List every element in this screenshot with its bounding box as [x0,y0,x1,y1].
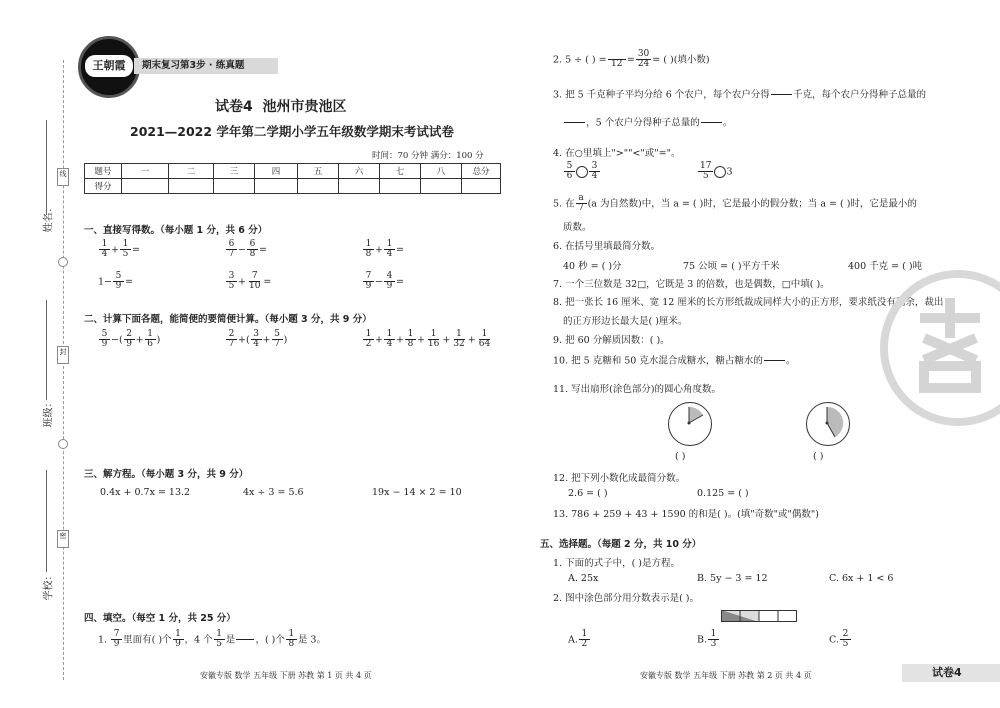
clock-2-blank[interactable]: ( ) [813,451,824,462]
binding-mark-2: 封 [57,346,69,364]
c1-option-a[interactable]: A. 25x [568,573,599,584]
c1-option-b[interactable]: B. 5y − 3 = 12 [697,573,768,584]
q2-text-a: 2. 5 ÷ ( ) = [553,54,607,66]
section-4-title: 四、填空。（每空 1 分，共 25 分） [84,613,236,624]
r-q6: 6. 在括号里填最简分数。 [553,241,661,252]
score-cell: 三 [214,164,255,179]
score-cell: 八 [421,164,462,179]
binding-hole-2 [58,439,68,449]
q-number: 1. [98,634,108,646]
q5-text-b: (a 为自然数)中，当 a = ( )时，它是最小的假分数；当 a = ( )时，它是最小的 [587,198,917,210]
compare-circle[interactable] [714,166,726,178]
answer-fraction-blank[interactable] [764,351,785,371]
clock-2 [806,402,850,446]
c1-question: 1. 下面的式子中，( )是方程。 [553,558,681,569]
score-cell: 得分 [85,179,122,194]
score-input[interactable] [339,179,380,194]
secret-stamp-watermark [880,270,1000,426]
answer-fraction-blank[interactable] [236,630,254,650]
binding-hole-1 [58,257,68,267]
score-table-score-row [85,179,501,194]
brand-logo [78,36,140,98]
clock-1-blank[interactable]: ( ) [675,451,686,462]
s1-item-2: $\frac{6}{7}$ − $\frac{6}{8}$ = [225,240,267,260]
score-cell: 五 [298,164,339,179]
r-q3-line1 [553,85,926,105]
option-letter: C. [829,634,839,646]
r-q9: 9. 把 60 分解质因数：( )。 [553,335,670,346]
q1-text-e: 是 3。 [297,634,326,646]
r-q13: 13. 786 + 259 + 43 + 1590 的和是( )。(填"奇数"或"偶数") [553,509,820,520]
c2-option-b[interactable]: B. $\frac{1}{3}$ [697,630,720,650]
section-5-title: 五、选择题。（每题 2 分，共 10 分） [540,539,702,550]
step-banner: 期末复习第3步 · 练真题 [134,58,278,74]
score-input[interactable] [214,179,255,194]
answer-fraction-blank[interactable]: 12 [608,50,626,70]
r-q12: 12. 把下列小数化成最简分数。 [553,473,686,484]
q2-text-c: = ( )(填小数) [652,54,710,66]
r-q7: 7. 一个三位数是 32□，它既是 3 的倍数，也是偶数，□中填( )。 [553,279,830,290]
section-2-title: 二、计算下面各题，能简便的要简便计算。（每小题 3 分，共 9 分） [84,314,372,325]
paper-location: 池州市贵池区 [262,99,347,115]
score-cell: 六 [339,164,380,179]
s1-item-5: $\frac{3}{5}$ + $\frac{7}{10}$ = [225,272,271,292]
s1-item-3: $\frac{1}{8}$ + $\frac{1}{4}$ = [362,240,404,260]
paper-title [215,96,347,116]
q10-text: 10. 把 5 克糖和 50 克水混合成糖水，糖占糖水的 [553,355,763,367]
r-q8-line2: 的正方形边长最大是( )厘米。 [563,316,688,327]
q3-text-a: 3. 把 5 千克种子平均分给 6 个农户，每个农户分得 [553,89,770,101]
name-label: 姓名： [43,202,55,233]
time-score: 时间：70 分钟 满分：100 分 [372,151,484,161]
s2-item-3: $\frac{1}{2}$ + $\frac{1}{4}$ + $\frac{1}{8}$ + $\frac{1}{16}$ + $\frac{1}{32}$ + $\frac{1}{64}$ [362,330,493,350]
s4-question-1: 1. $\frac{7}{9}$ 里面有( )个 $\frac{1}{9}$ ，4 个 $\frac{1}{5}$ 是 ，( )个 $\frac{1}{8}$ 是 3。 [98,629,326,650]
c2-option-a[interactable]: A. $\frac{1}{2}$ [568,630,591,650]
class-label: 班级： [43,397,55,428]
q3-text-b: 千克，每个农户分得种子总量的 [792,89,926,101]
score-input[interactable] [298,179,339,194]
r-q5-line1: 5. 在 $\frac{a}{7}$ (a 为自然数)中，当 a = ( )时，它是最小的假分数；当 a = ( )时，它是最小的 [553,193,917,214]
r-q10: 10. 把 5 克糖和 50 克水混合成糖水，糖占糖水的 。 [553,351,796,371]
s3-item-3: 19x − 14 × 2 = 10 [372,487,462,498]
footer-tag: 试卷4 [902,664,1000,682]
score-cell: 题号 [85,164,122,179]
q5-text-a: 5. 在 [553,198,575,210]
score-input[interactable] [421,179,462,194]
r-q12-item-2: 0.125 = ( ) [697,488,749,499]
exam-title: 2021—2022 学年第二学期小学五年级数学期末考试试卷 [130,124,454,139]
option-letter: A. [568,634,578,646]
binding-line [63,60,64,680]
r-q8-line1: 8. 把一张长 16 厘米、宽 12 厘米的长方形纸裁成同样大小的正方形，要求纸没有剩余，裁出 [553,297,944,308]
c1-option-c[interactable]: C. 6x + 1 < 6 [829,573,894,584]
binding-mark-3: 密 [57,530,69,548]
r-q12-item-1: 2.6 = ( ) [568,488,608,499]
score-input[interactable] [380,179,421,194]
answer-fraction-blank[interactable] [701,113,722,133]
s3-item-2: 4x ÷ 3 = 5.6 [243,487,304,498]
score-cell: 总分 [462,164,501,179]
binding-mark-1: 线 [57,168,69,186]
r-q2: 2. 5 ÷ ( ) = 12 = $\frac{30}{24}$ = ( )(填小数) [553,49,710,70]
paper-number: 试卷4 [215,99,253,115]
r-q4-item-1: $\frac{5}{6}$ $\frac{3}{4}$ [563,162,601,182]
s1-item-6: $\frac{7}{9}$ − $\frac{4}{9}$ = [362,272,404,292]
q3-text-c: ，5 个农户分得种子总量的 [586,117,700,129]
score-cell: 二 [169,164,214,179]
c2-option-c[interactable]: C. $\frac{2}{5}$ [829,630,852,650]
answer-fraction-blank[interactable] [564,113,585,133]
c2-question: 2. 图中涂色部分用分数表示是( )。 [553,593,700,604]
option-letter: B. [697,634,708,646]
school-label: 学校： [43,570,55,601]
score-input[interactable] [255,179,298,194]
s2-item-1: $\frac{5}{9}$ −( $\frac{2}{9}$ + $\frac{1}{6}$ ) [98,330,160,350]
score-cell: 七 [380,164,421,179]
clock-1 [668,402,712,446]
s1-item-4: 1− $\frac{5}{9}$ = [98,271,133,292]
q1-text-d: ，( )个 [255,634,285,646]
score-cell: 一 [122,164,169,179]
r-q4: 4. 在○里填上">""<"或"="。 [553,148,681,159]
class-field-line[interactable] [46,300,47,400]
r-q4-item-2: $\frac{17}{5}$ 3 [700,161,733,182]
shaded-bar-figure [721,610,797,625]
answer-fraction-blank[interactable] [771,85,792,105]
footer-left: 安徽专版 数学 五年级 下册 苏教 第 1 页 共 4 页 [200,671,372,680]
q1-text-b: ，4 个 [184,634,213,646]
r-q11: 11. 写出扇形(涂色部分)的圆心角度数。 [553,384,722,395]
score-cell: 四 [255,164,298,179]
r-q6-item-1: 40 秒 = ( )分 [563,261,622,272]
q1-text-c: 是 [225,634,236,646]
score-input[interactable] [462,179,501,194]
footer-right: 安徽专版 数学 五年级 下册 苏教 第 2 页 共 4 页 [640,671,812,680]
brand-logo-text: 王朝霞 [85,55,133,77]
score-table-header-row [85,164,501,179]
name-field-line[interactable] [46,120,47,215]
r-q6-item-2: 75 公顷 = ( )平方千米 [683,261,780,272]
r-q5-line2: 质数。 [563,222,592,233]
score-table [84,163,501,194]
section-3-title: 三、解方程。（每小题 3 分，共 9 分） [84,469,249,480]
s3-item-1: 0.4x + 0.7x = 13.2 [100,487,191,498]
q1-text-a: 里面有( )个 [123,634,172,646]
r-q6-item-3: 400 千克 = ( )吨 [848,261,923,272]
score-input[interactable] [169,179,214,194]
compare-circle[interactable] [576,166,588,178]
score-input[interactable] [122,179,169,194]
s1-item-1: $\frac{1}{4}$ + $\frac{1}{5}$ = [98,240,140,260]
q2-text-b: = [626,54,635,66]
section-1-title: 一、直接写得数。（每小题 1 分，共 6 分） [84,225,268,236]
r-q3-line2: ，5 个农户分得种子总量的 。 [563,113,732,133]
school-field-line[interactable] [46,470,47,572]
s2-item-2: $\frac{2}{7}$ +( $\frac{3}{4}$ + $\frac{5}{7}$ ) [225,330,287,350]
